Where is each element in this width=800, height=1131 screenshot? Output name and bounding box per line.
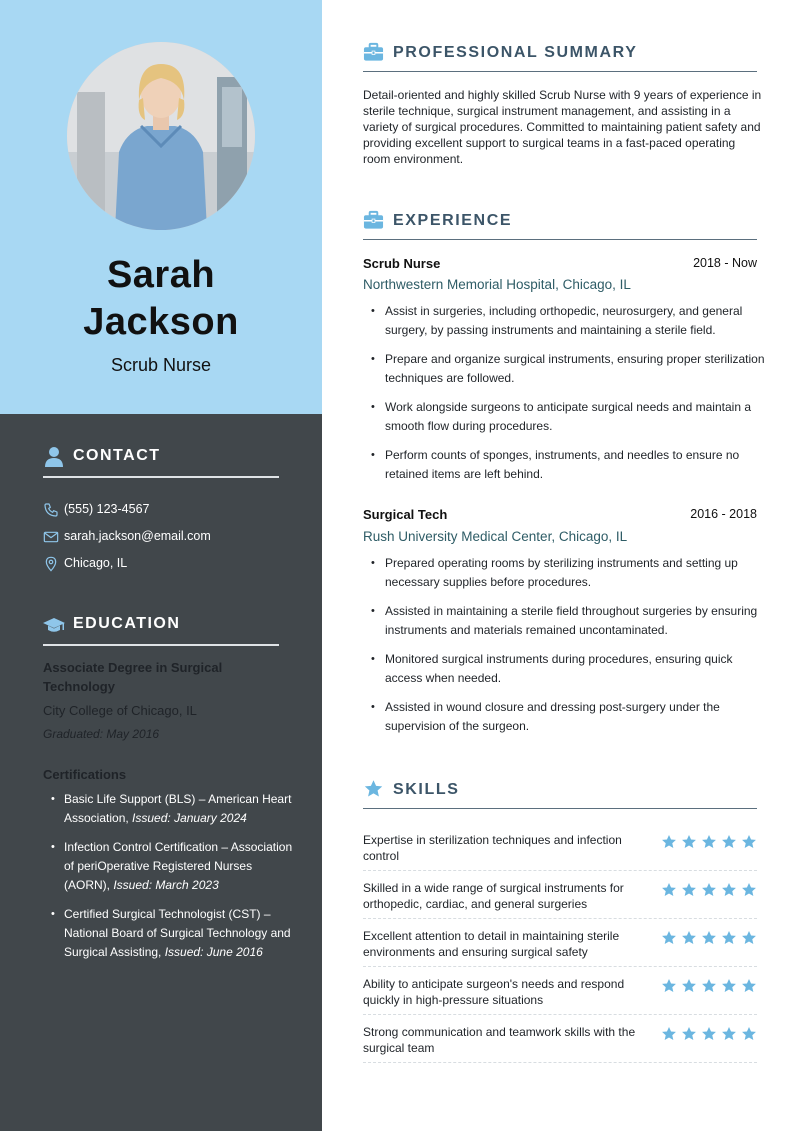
job-2-title: Surgical Tech [363, 507, 448, 522]
skill-text: Skilled in a wide range of surgical instruments for orthopedic, cardiac, and general surgeries [363, 881, 624, 911]
skill-rating [657, 930, 757, 946]
job-1-bullets [363, 302, 771, 494]
star-icon [661, 978, 677, 994]
job-bullet: • Monitored surgical instruments during procedures, ensuring quick access when needed. [363, 650, 771, 688]
first-name: Sarah [106, 254, 216, 296]
education-school: City College of Chicago, IL [43, 703, 197, 718]
star-icon [661, 834, 677, 850]
job-bullet: • Assisted in maintaining a sterile field throughout surgeries by ensuring instruments and materials remained uncontaminated. [363, 602, 771, 640]
profile-photo-illustration [67, 42, 255, 230]
skill-text: Excellent attention to detail in maintaining sterile environments and ensuring surgical safety [363, 929, 620, 959]
job-bullet: • Assisted in wound closure and dressing post-surgery under the supervision of the surgeon. [363, 698, 771, 736]
user-icon [43, 446, 65, 468]
star-icon [741, 834, 757, 850]
star-icon [661, 882, 677, 898]
star-icon [721, 882, 737, 898]
star-icon [701, 978, 717, 994]
briefcase-icon [363, 42, 384, 62]
star-icon [701, 882, 717, 898]
skill-row [363, 918, 757, 967]
education-degree: Associate Degree in Surgical Technology [43, 660, 223, 694]
certification-issued: Issued: January 2024 [132, 811, 247, 825]
job-bullet: • Assist in surgeries, including orthopedic, neurosurgery, and general surgery, by passing instruments and maintaining a sterile field. [363, 302, 771, 340]
email-text: sarah.jackson@email.com [64, 529, 211, 543]
last-name: Jackson [83, 301, 239, 343]
summary-heading [363, 41, 757, 72]
skill-text: Expertise in sterilization techniques and infection control [363, 833, 622, 863]
certification-item [43, 838, 293, 895]
star-icon [681, 1026, 697, 1042]
skill-rating [657, 1026, 757, 1042]
briefcase-icon [363, 210, 384, 230]
skill-rating [657, 834, 757, 850]
experience-heading-text: EXPERIENCE [393, 212, 513, 229]
certification-text: Certified Surgical Technologist (CST) – National Board of Surgical Technology and Surgical Assisting, [64, 907, 291, 959]
location-text: Chicago, IL [64, 556, 128, 570]
summary-text: Detail-oriented and highly skilled Scrub Nurse with 9 years of experience in sterile technique, surgical instrument management, and assisting in a variety of surgical procedures. Committed to maintaining patient safety and providing excellent support to surgical teams in a fast-paced operating room environment. [363, 88, 762, 166]
job-bullet: • Work alongside surgeons to anticipate surgical needs and maintain a smooth flow during procedures. [363, 398, 771, 436]
job-bullet: • Prepared operating rooms by sterilizing instruments and setting up necessary supplies before procedures. [363, 554, 771, 592]
job-2-company: Rush University Medical Center, Chicago, IL [363, 529, 628, 544]
star-icon [681, 882, 697, 898]
phone-icon [43, 502, 59, 518]
skill-row [363, 870, 757, 919]
star-icon [661, 930, 677, 946]
sidebar-header [0, 0, 322, 414]
star-icon [681, 834, 697, 850]
job-2-bullets [363, 554, 771, 746]
skill-text: Strong communication and teamwork skills with the surgical team [363, 1025, 636, 1055]
contact-heading-text: CONTACT [73, 447, 161, 464]
contact-heading [43, 446, 279, 478]
certification-item [43, 905, 293, 962]
job-2-dates: 2016 - 2018 [690, 507, 757, 521]
skills-heading-text: SKILLS [393, 781, 460, 798]
star-icon [741, 978, 757, 994]
star-icon [721, 930, 737, 946]
star-icon [661, 1026, 677, 1042]
star-icon [363, 779, 384, 799]
certification-item [43, 790, 293, 828]
skill-row [363, 1014, 757, 1063]
map-pin-icon [43, 556, 59, 572]
star-icon [721, 1026, 737, 1042]
job-bullet: • Perform counts of sponges, instruments, and needles to ensure no retained items are left behind. [363, 446, 771, 484]
skill-row [363, 822, 757, 871]
skill-rating [657, 978, 757, 994]
certifications-heading: Certifications [43, 767, 127, 782]
certification-issued: Issued: June 2016 [164, 945, 263, 959]
certification-text: Infection Control Certification – Association of periOperative Registered Nurses (AORN), [64, 840, 293, 892]
star-icon [681, 930, 697, 946]
job-title: Scrub Nurse [110, 355, 212, 375]
education-heading [43, 614, 279, 646]
envelope-icon [43, 529, 59, 545]
star-icon [741, 930, 757, 946]
profile-photo [67, 42, 255, 230]
star-icon [681, 978, 697, 994]
job-1-dates: 2018 - Now [693, 256, 757, 270]
star-icon [701, 834, 717, 850]
full-name [0, 252, 322, 346]
star-icon [701, 930, 717, 946]
job-bullet: • Prepare and organize surgical instruments, ensuring proper sterilization techniques are followed. [363, 350, 771, 388]
star-icon [721, 834, 737, 850]
job-1-title: Scrub Nurse [363, 256, 441, 271]
education-heading-text: EDUCATION [73, 615, 181, 632]
skills-heading [363, 778, 757, 809]
skill-row [363, 966, 757, 1015]
job-1-company: Northwestern Memorial Hospital, Chicago, IL [363, 277, 631, 292]
skill-text: Ability to anticipate surgeon's needs and respond quickly in high-pressure situations [363, 977, 625, 1007]
star-icon [741, 1026, 757, 1042]
graduation-cap-icon [43, 614, 65, 636]
experience-heading [363, 209, 757, 240]
summary-heading-text: PROFESSIONAL SUMMARY [393, 44, 638, 61]
skill-rating [657, 882, 757, 898]
education-graduated: Graduated: May 2016 [43, 727, 160, 741]
certification-text: Basic Life Support (BLS) – American Heart Association, [64, 792, 292, 825]
star-icon [721, 978, 737, 994]
phone-text: (555) 123-4567 [64, 502, 150, 516]
certification-issued: Issued: March 2023 [113, 878, 219, 892]
star-icon [701, 1026, 717, 1042]
star-icon [741, 882, 757, 898]
certifications-list [43, 790, 293, 972]
